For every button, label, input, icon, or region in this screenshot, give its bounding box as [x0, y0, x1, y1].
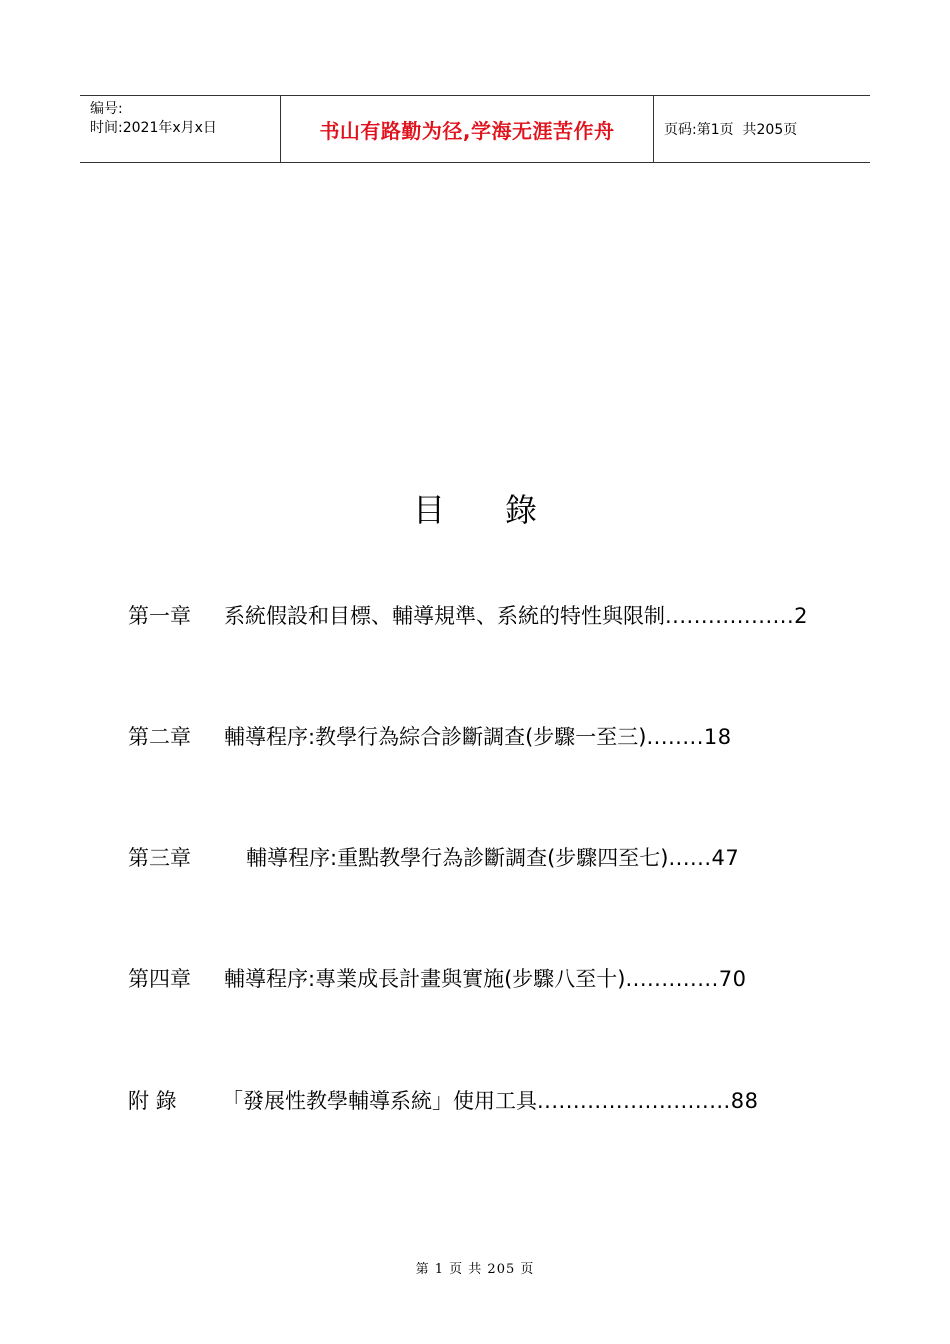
toc-entry-chapter: 第一章	[128, 604, 191, 628]
toc-entry-title: 「發展性教學輔導系統」使用工具	[222, 1089, 537, 1113]
toc-entry-chapter: 第二章	[128, 725, 191, 749]
toc-entry-text	[246, 844, 739, 872]
toc-entry-page-number: 2	[794, 604, 809, 628]
toc-entry-chapter: 第四章	[128, 967, 191, 991]
page-footer	[0, 1258, 950, 1277]
date-label: 时间:2021年x月x日	[90, 120, 217, 136]
toc-entry-leader-dots: ...........................	[537, 1089, 731, 1113]
toc-entry-text	[222, 1087, 758, 1115]
toc-entry-leader-dots: ......	[668, 846, 712, 870]
toc-entry-leader-dots: .............	[625, 967, 719, 991]
serial-number-label: 编号:	[90, 101, 123, 117]
toc-entry-page-number: 70	[718, 967, 747, 991]
toc-entry-appendix	[128, 1087, 759, 1115]
document-header	[80, 95, 870, 163]
toc-entry-chapter-3	[128, 844, 740, 872]
toc-entry-text	[224, 723, 732, 751]
header-motto: 书山有路勤为径,学海无涯苦作舟	[319, 118, 615, 143]
toc-entry-title: 輔導程序:重點教學行為診斷調查(步驟四至七)	[246, 846, 669, 870]
toc-entry-text	[224, 965, 746, 993]
toc-entry-leader-dots: ..................	[665, 604, 795, 628]
header-page-cell	[654, 96, 870, 162]
toc-entry-chapter-4	[128, 965, 747, 993]
footer-page-info: 第 1 页 共 205 页	[415, 1262, 535, 1277]
toc-entry-chapter-2	[128, 723, 732, 751]
toc-entry-page-number: 18	[703, 725, 732, 749]
header-page-info: 页码:第1页 共205页	[664, 122, 798, 138]
toc-title-char-2: 錄	[505, 491, 538, 529]
toc-entry-chapter: 第三章	[128, 846, 191, 870]
toc-entry-chapter-1	[128, 602, 809, 630]
toc-entry-leader-dots: ........	[646, 725, 704, 749]
toc-entry-page-number: 88	[730, 1089, 759, 1113]
header-meta-cell	[80, 96, 281, 162]
toc-entry-chapter: 附 錄	[128, 1089, 177, 1113]
toc-title	[0, 490, 950, 530]
header-motto-cell	[281, 96, 654, 162]
toc-entry-text	[224, 602, 808, 630]
toc-entry-title: 系統假設和目標、輔導規準、系統的特性與限制	[224, 604, 665, 628]
toc-entry-page-number: 47	[711, 846, 740, 870]
toc-title-char-1: 目	[412, 491, 445, 529]
toc-entry-title: 輔導程序:專業成長計畫與實施(步驟八至十)	[224, 967, 626, 991]
toc-entry-title: 輔導程序:教學行為綜合診斷調查(步驟一至三)	[224, 725, 647, 749]
